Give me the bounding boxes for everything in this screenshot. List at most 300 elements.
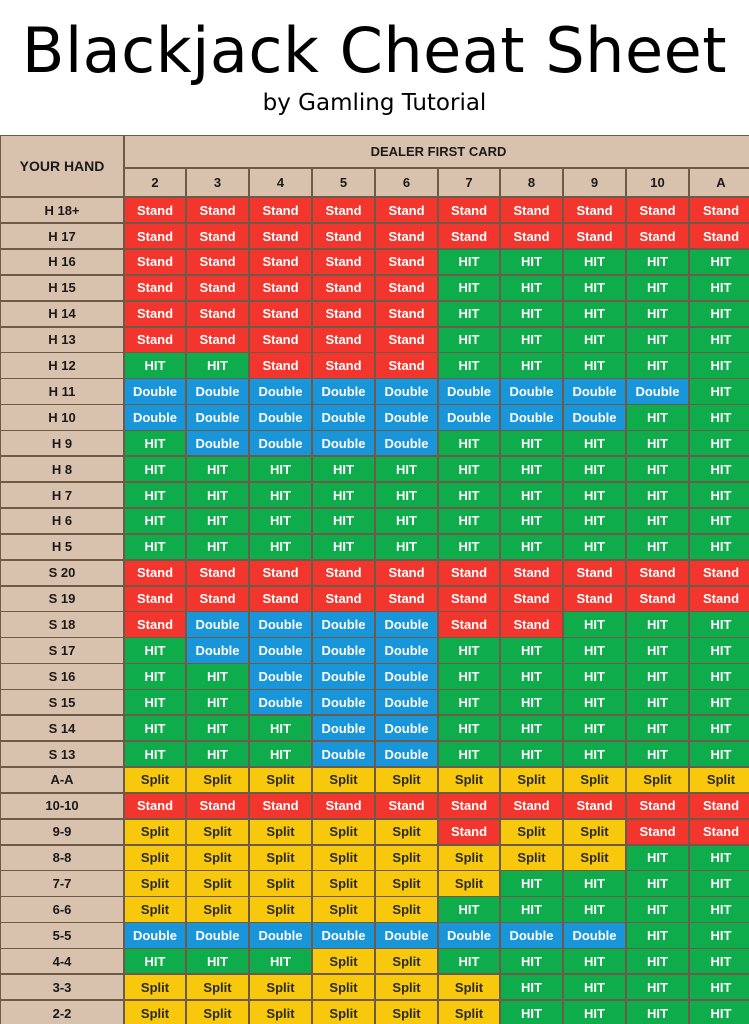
action-cell: HIT <box>438 948 500 974</box>
action-cell: HIT <box>124 741 186 767</box>
action-cell: HIT <box>689 689 749 715</box>
action-cell: HIT <box>626 482 689 508</box>
page-title: Blackjack Cheat Sheet <box>21 14 728 87</box>
action-cell: Stand <box>312 249 375 275</box>
action-cell: Split <box>124 974 186 1000</box>
action-cell: Stand <box>689 586 749 612</box>
action-cell: Stand <box>249 793 312 819</box>
action-cell: Split <box>124 845 186 871</box>
dealer-card-6: 6 <box>375 168 438 197</box>
action-cell: Stand <box>689 223 749 249</box>
action-cell: Stand <box>186 301 249 327</box>
action-cell: HIT <box>626 689 689 715</box>
action-cell: HIT <box>500 637 563 663</box>
strategy-chart <box>0 135 749 1024</box>
action-cell: Stand <box>689 197 749 223</box>
action-cell: HIT <box>689 715 749 741</box>
action-cell: Stand <box>312 793 375 819</box>
action-cell: HIT <box>563 534 626 560</box>
action-cell: HIT <box>124 948 186 974</box>
action-cell: Stand <box>375 249 438 275</box>
action-cell: HIT <box>124 637 186 663</box>
action-cell: HIT <box>438 352 500 378</box>
action-cell: Stand <box>124 793 186 819</box>
action-cell: HIT <box>563 741 626 767</box>
action-cell: Split <box>375 948 438 974</box>
action-cell: HIT <box>312 534 375 560</box>
hand-label: 9-9 <box>0 819 124 845</box>
action-cell: HIT <box>689 378 749 404</box>
action-cell: HIT <box>438 663 500 689</box>
action-cell: Split <box>626 767 689 793</box>
action-cell: Split <box>249 1000 312 1024</box>
action-cell: Double <box>186 611 249 637</box>
action-cell: Stand <box>626 586 689 612</box>
hand-label: 3-3 <box>0 974 124 1000</box>
your-hand-header: YOUR HAND <box>0 135 124 197</box>
action-cell: Stand <box>249 586 312 612</box>
hand-label: 8-8 <box>0 845 124 871</box>
action-cell: HIT <box>626 637 689 663</box>
dealer-card-10: 10 <box>626 168 689 197</box>
action-cell: Stand <box>563 223 626 249</box>
action-cell: Stand <box>438 611 500 637</box>
action-cell: Split <box>186 767 249 793</box>
action-cell: HIT <box>563 327 626 353</box>
action-cell: Split <box>249 767 312 793</box>
action-cell: HIT <box>375 482 438 508</box>
action-cell: Split <box>186 974 249 1000</box>
action-cell: Split <box>312 870 375 896</box>
hand-label: H 13 <box>0 327 124 353</box>
action-cell: HIT <box>563 611 626 637</box>
action-cell: HIT <box>689 870 749 896</box>
action-cell: HIT <box>689 404 749 430</box>
action-cell: HIT <box>438 482 500 508</box>
action-cell: Stand <box>438 793 500 819</box>
action-cell: Stand <box>124 586 186 612</box>
action-cell: Stand <box>249 301 312 327</box>
action-cell: Split <box>312 819 375 845</box>
action-cell: Stand <box>438 819 500 845</box>
action-cell: HIT <box>500 430 563 456</box>
action-cell: HIT <box>563 249 626 275</box>
action-cell: Double <box>186 637 249 663</box>
action-cell: Split <box>312 896 375 922</box>
action-cell: Stand <box>249 223 312 249</box>
action-cell: HIT <box>689 845 749 871</box>
action-cell: Split <box>249 845 312 871</box>
action-cell: HIT <box>626 611 689 637</box>
action-cell: HIT <box>375 508 438 534</box>
action-cell: HIT <box>500 275 563 301</box>
action-cell: Stand <box>186 586 249 612</box>
action-cell: Double <box>312 611 375 637</box>
action-cell: Split <box>438 845 500 871</box>
hand-label: H 6 <box>0 508 124 534</box>
action-cell: Double <box>312 663 375 689</box>
hand-label: H 11 <box>0 378 124 404</box>
hand-label: S 13 <box>0 741 124 767</box>
action-cell: Stand <box>438 223 500 249</box>
action-cell: Double <box>375 663 438 689</box>
action-cell: HIT <box>500 741 563 767</box>
action-cell: HIT <box>563 430 626 456</box>
action-cell: Split <box>500 845 563 871</box>
action-cell: Stand <box>249 275 312 301</box>
action-cell: HIT <box>626 508 689 534</box>
action-cell: HIT <box>689 611 749 637</box>
action-cell: HIT <box>124 352 186 378</box>
action-cell: HIT <box>124 689 186 715</box>
action-cell: Split <box>124 896 186 922</box>
action-cell: HIT <box>626 456 689 482</box>
action-cell: Double <box>375 404 438 430</box>
action-cell: Stand <box>563 560 626 586</box>
action-cell: Split <box>124 1000 186 1024</box>
action-cell: HIT <box>626 663 689 689</box>
action-cell: Split <box>249 974 312 1000</box>
action-cell: HIT <box>500 249 563 275</box>
action-cell: Stand <box>626 223 689 249</box>
hand-label: S 18 <box>0 611 124 637</box>
action-cell: HIT <box>689 249 749 275</box>
action-cell: HIT <box>438 327 500 353</box>
hand-label: S 14 <box>0 715 124 741</box>
action-cell: Double <box>249 378 312 404</box>
action-cell: Stand <box>500 197 563 223</box>
action-cell: Stand <box>249 327 312 353</box>
action-cell: Stand <box>626 560 689 586</box>
action-cell: Stand <box>438 586 500 612</box>
hand-label: 2-2 <box>0 1000 124 1024</box>
action-cell: Stand <box>312 275 375 301</box>
action-cell: Double <box>249 663 312 689</box>
hand-label: 10-10 <box>0 793 124 819</box>
dealer-card-7: 7 <box>438 168 500 197</box>
action-cell: Double <box>249 689 312 715</box>
action-cell: Stand <box>375 301 438 327</box>
action-cell: Split <box>563 767 626 793</box>
action-cell: Split <box>438 1000 500 1024</box>
action-cell: HIT <box>124 430 186 456</box>
action-cell: Stand <box>626 793 689 819</box>
action-cell: HIT <box>438 689 500 715</box>
action-cell: HIT <box>626 715 689 741</box>
action-cell: HIT <box>563 352 626 378</box>
action-cell: HIT <box>124 663 186 689</box>
action-cell: Stand <box>186 223 249 249</box>
action-cell: Split <box>438 974 500 1000</box>
action-cell: HIT <box>563 689 626 715</box>
action-cell: HIT <box>186 482 249 508</box>
action-cell: HIT <box>438 275 500 301</box>
action-cell: HIT <box>438 456 500 482</box>
action-cell: HIT <box>124 715 186 741</box>
action-cell: Stand <box>375 275 438 301</box>
action-cell: HIT <box>689 948 749 974</box>
action-cell: HIT <box>626 327 689 353</box>
action-cell: HIT <box>563 948 626 974</box>
hand-label: A-A <box>0 767 124 793</box>
action-cell: Split <box>312 1000 375 1024</box>
action-cell: HIT <box>626 301 689 327</box>
action-cell: Stand <box>124 327 186 353</box>
action-cell: HIT <box>249 508 312 534</box>
action-cell: Double <box>500 404 563 430</box>
action-cell: HIT <box>626 845 689 871</box>
action-cell: HIT <box>124 508 186 534</box>
action-cell: HIT <box>626 741 689 767</box>
action-cell: Stand <box>500 586 563 612</box>
action-cell: HIT <box>438 896 500 922</box>
action-cell: HIT <box>249 482 312 508</box>
action-cell: HIT <box>689 301 749 327</box>
action-cell: HIT <box>689 1000 749 1024</box>
action-cell: Double <box>375 378 438 404</box>
action-cell: HIT <box>626 922 689 948</box>
action-cell: HIT <box>124 534 186 560</box>
action-cell: HIT <box>438 534 500 560</box>
action-cell: Split <box>500 767 563 793</box>
action-cell: Stand <box>312 352 375 378</box>
action-cell: Double <box>249 430 312 456</box>
action-cell: HIT <box>626 948 689 974</box>
action-cell: HIT <box>375 534 438 560</box>
action-cell: Double <box>249 637 312 663</box>
action-cell: HIT <box>689 327 749 353</box>
action-cell: Stand <box>249 560 312 586</box>
action-cell: HIT <box>500 689 563 715</box>
action-cell: HIT <box>249 534 312 560</box>
action-cell: HIT <box>438 741 500 767</box>
action-cell: HIT <box>186 508 249 534</box>
action-cell: Stand <box>124 301 186 327</box>
action-cell: Stand <box>124 611 186 637</box>
action-cell: Stand <box>186 249 249 275</box>
hand-label: H 9 <box>0 430 124 456</box>
action-cell: HIT <box>500 456 563 482</box>
action-cell: HIT <box>312 508 375 534</box>
action-cell: Stand <box>312 197 375 223</box>
action-cell: Stand <box>563 197 626 223</box>
action-cell: Double <box>438 922 500 948</box>
action-cell: Double <box>500 922 563 948</box>
action-cell: HIT <box>249 741 312 767</box>
action-cell: Stand <box>124 197 186 223</box>
action-cell: Stand <box>563 586 626 612</box>
action-cell: HIT <box>563 301 626 327</box>
action-cell: Double <box>312 922 375 948</box>
action-cell: Stand <box>375 223 438 249</box>
action-cell: Double <box>375 430 438 456</box>
action-cell: HIT <box>563 482 626 508</box>
action-cell: Double <box>312 430 375 456</box>
action-cell: Stand <box>124 560 186 586</box>
action-cell: HIT <box>500 974 563 1000</box>
action-cell: HIT <box>249 948 312 974</box>
action-cell: HIT <box>186 689 249 715</box>
hand-label: S 15 <box>0 689 124 715</box>
action-cell: Double <box>124 404 186 430</box>
action-cell: HIT <box>689 974 749 1000</box>
action-cell: HIT <box>563 1000 626 1024</box>
action-cell: Stand <box>375 586 438 612</box>
action-cell: HIT <box>689 663 749 689</box>
action-cell: Split <box>563 845 626 871</box>
dealer-card-9: 9 <box>563 168 626 197</box>
action-cell: Double <box>249 922 312 948</box>
action-cell: Double <box>249 611 312 637</box>
action-cell: HIT <box>689 275 749 301</box>
hand-label: 7-7 <box>0 870 124 896</box>
action-cell: Split <box>186 870 249 896</box>
action-cell: Split <box>500 819 563 845</box>
page-subtitle: by Gamling Tutorial <box>262 90 487 116</box>
action-cell: HIT <box>438 249 500 275</box>
action-cell: HIT <box>689 430 749 456</box>
hand-label: S 17 <box>0 637 124 663</box>
action-cell: HIT <box>563 508 626 534</box>
action-cell: Split <box>563 819 626 845</box>
action-cell: HIT <box>689 534 749 560</box>
action-cell: HIT <box>626 352 689 378</box>
action-cell: Double <box>186 430 249 456</box>
action-cell: Stand <box>312 586 375 612</box>
action-cell: Stand <box>438 197 500 223</box>
action-cell: HIT <box>689 637 749 663</box>
action-cell: Split <box>312 948 375 974</box>
action-cell: Stand <box>186 327 249 353</box>
action-cell: Split <box>375 974 438 1000</box>
action-cell: Split <box>375 1000 438 1024</box>
action-cell: Stand <box>312 327 375 353</box>
action-cell: HIT <box>438 430 500 456</box>
hand-label: H 12 <box>0 352 124 378</box>
action-cell: Split <box>375 819 438 845</box>
action-cell: Split <box>375 767 438 793</box>
action-cell: HIT <box>438 301 500 327</box>
action-cell: HIT <box>626 404 689 430</box>
action-cell: Double <box>375 741 438 767</box>
action-cell: Double <box>312 715 375 741</box>
action-cell: Split <box>312 974 375 1000</box>
action-cell: HIT <box>438 637 500 663</box>
action-cell: Stand <box>186 275 249 301</box>
action-cell: Double <box>186 378 249 404</box>
action-cell: Split <box>312 767 375 793</box>
action-cell: Stand <box>312 560 375 586</box>
action-cell: HIT <box>563 663 626 689</box>
hand-label: 5-5 <box>0 922 124 948</box>
action-cell: Double <box>186 404 249 430</box>
hand-label: H 8 <box>0 456 124 482</box>
action-cell: HIT <box>626 534 689 560</box>
action-cell: HIT <box>375 456 438 482</box>
action-cell: Stand <box>500 793 563 819</box>
action-cell: Double <box>626 378 689 404</box>
action-cell: Split <box>438 870 500 896</box>
hand-label: 4-4 <box>0 948 124 974</box>
action-cell: Split <box>438 767 500 793</box>
action-cell: HIT <box>689 508 749 534</box>
action-cell: Double <box>375 922 438 948</box>
action-cell: Stand <box>375 352 438 378</box>
action-cell: HIT <box>124 456 186 482</box>
action-cell: Double <box>375 611 438 637</box>
action-cell: Stand <box>375 560 438 586</box>
action-cell: Double <box>375 637 438 663</box>
action-cell: HIT <box>186 741 249 767</box>
action-cell: Double <box>563 922 626 948</box>
action-cell: Split <box>124 767 186 793</box>
action-cell: Double <box>375 689 438 715</box>
action-cell: HIT <box>500 508 563 534</box>
hand-label: H 18+ <box>0 197 124 223</box>
dealer-card-8: 8 <box>500 168 563 197</box>
action-cell: Stand <box>689 819 749 845</box>
hand-label: H 7 <box>0 482 124 508</box>
action-cell: HIT <box>249 715 312 741</box>
action-cell: Split <box>375 870 438 896</box>
action-cell: Stand <box>249 249 312 275</box>
dealer-card-5: 5 <box>312 168 375 197</box>
action-cell: Split <box>375 845 438 871</box>
action-cell: HIT <box>500 948 563 974</box>
action-cell: Stand <box>186 793 249 819</box>
action-cell: HIT <box>249 456 312 482</box>
action-cell: Stand <box>626 819 689 845</box>
action-cell: HIT <box>500 301 563 327</box>
action-cell: HIT <box>689 896 749 922</box>
action-cell: HIT <box>689 352 749 378</box>
action-cell: Split <box>375 896 438 922</box>
hand-label: H 17 <box>0 223 124 249</box>
action-cell: Stand <box>312 223 375 249</box>
action-cell: HIT <box>186 948 249 974</box>
action-cell: Double <box>563 404 626 430</box>
action-cell: Double <box>438 404 500 430</box>
action-cell: HIT <box>563 715 626 741</box>
action-cell: Stand <box>500 223 563 249</box>
hand-label: H 16 <box>0 249 124 275</box>
dealer-card-A: A <box>689 168 749 197</box>
action-cell: HIT <box>626 1000 689 1024</box>
action-cell: Double <box>500 378 563 404</box>
hand-label: 6-6 <box>0 896 124 922</box>
action-cell: Stand <box>249 352 312 378</box>
action-cell: Stand <box>689 793 749 819</box>
dealer-first-card-header: DEALER FIRST CARD <box>124 135 749 168</box>
action-cell: HIT <box>186 663 249 689</box>
action-cell: Double <box>312 404 375 430</box>
action-cell: HIT <box>626 896 689 922</box>
hand-label: H 15 <box>0 275 124 301</box>
action-cell: HIT <box>186 456 249 482</box>
action-cell: Stand <box>124 275 186 301</box>
action-cell: HIT <box>438 715 500 741</box>
action-cell: Stand <box>375 197 438 223</box>
dealer-card-3: 3 <box>186 168 249 197</box>
action-cell: HIT <box>563 896 626 922</box>
action-cell: HIT <box>563 275 626 301</box>
action-cell: HIT <box>500 327 563 353</box>
action-cell: Double <box>312 637 375 663</box>
action-cell: Double <box>249 404 312 430</box>
action-cell: Split <box>186 845 249 871</box>
action-cell: Stand <box>689 560 749 586</box>
action-cell: HIT <box>500 534 563 560</box>
